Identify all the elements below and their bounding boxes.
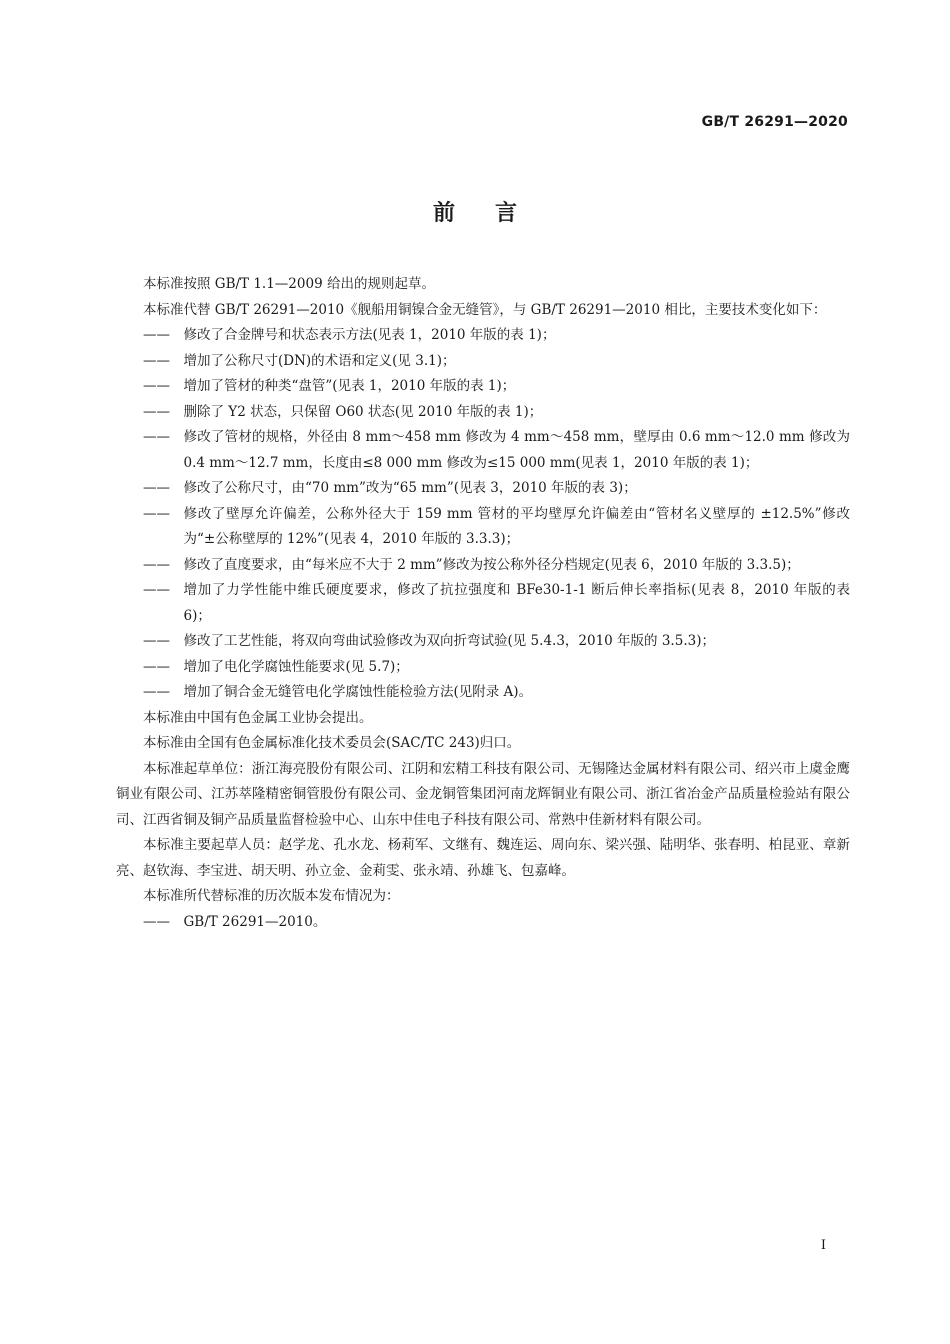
change-item	[116, 400, 850, 426]
change-item-text: 增加了铜合金无缝管电化学腐蚀性能检验方法(见附录 A)。	[183, 684, 533, 700]
dash-marker: ——	[143, 505, 170, 522]
dash-marker: ——	[143, 658, 170, 675]
change-item-text: 修改了合金牌号和状态表示方法(见表 1，2010 年版的表 1)；	[183, 327, 556, 343]
change-item-text: 修改了壁厚允许偏差，公称外径大于 159 mm 管材的平均壁厚允许偏差由“管材名义壁厚的 ±12.5%”修改为“±公称壁厚的 12%”(见表 4，2010 年版的 3.3.3)；	[183, 505, 850, 547]
change-item	[116, 425, 850, 476]
change-item	[116, 629, 850, 655]
dash-marker: ——	[143, 403, 170, 420]
foreword-body	[116, 272, 850, 935]
change-item-text: 修改了公称尺寸，由“70 mm”改为“65 mm”(见表 3，2010 年版的表 3)；	[183, 480, 637, 496]
dash-marker: ——	[143, 633, 170, 649]
change-item-text: 删除了 Y2 状态，只保留 O60 状态(见 2010 年版的表 1)；	[183, 403, 543, 420]
change-item	[116, 578, 850, 629]
change-item	[116, 502, 850, 553]
dash-marker: ——	[143, 684, 170, 700]
dash-marker: ——	[143, 429, 170, 445]
history-item-text: GB/T 26291—2010。	[183, 913, 327, 930]
drafting-units-paragraph: 本标准起草单位：浙江海亮股份有限公司、江阴和宏精工科技有限公司、无锡隆达金属材料有限公司、绍兴市上虞金鹰铜业有限公司、江苏萃隆精密铜管股份有限公司、金龙铜管集团河南龙辉铜业有限公司、浙江省冶金产品质量检验站有限公司、江西省铜及铜产品质量监督检验中心、山东中佳电子科技有限公司、常熟中佳新材料有限公司。	[116, 760, 850, 828]
dash-marker: ——	[143, 352, 170, 369]
change-item	[116, 553, 850, 579]
page-title: 前言	[432, 201, 557, 226]
intro-paragraph: 本标准按照 GB/T 1.1—2009 给出的规则起草。	[143, 276, 435, 292]
closing-paragraph: 本标准由全国有色金属标准化技术委员会(SAC/TC 243)归口。	[143, 735, 521, 751]
closing-paragraph: 本标准由中国有色金属工业协会提出。	[143, 709, 373, 726]
drafters-paragraph: 本标准主要起草人员：赵学龙、孔水龙、杨莉军、文继有、魏连运、周向东、梁兴强、陆明华、张春明、柏昆亚、章新亮、赵钦海、李宝进、胡天明、孙立金、金莉雯、张永靖、孙雄飞、包嘉峰。	[116, 837, 850, 879]
page-number: I	[820, 1238, 826, 1253]
change-item	[116, 374, 850, 400]
history-item	[116, 910, 850, 936]
dash-marker: ——	[143, 327, 170, 343]
change-item-text: 增加了电化学腐蚀性能要求(见 5.7)；	[183, 658, 409, 675]
dash-marker: ——	[143, 582, 170, 598]
change-item-text: 增加了公称尺寸(DN)的术语和定义(见 3.1)；	[183, 352, 456, 369]
history-intro-paragraph: 本标准所代替标准的历次版本发布情况为：	[143, 888, 400, 904]
change-item-text: 修改了管材的规格，外径由 8 mm～458 mm 修改为 4 mm～458 mm，壁厚由 0.6 mm～12.0 mm 修改为 0.4 mm～12.7 mm，长度由≤8 000 mm 修改为≤15 000 mm(见表 1，2010 年版的表 1)；	[183, 429, 850, 471]
dash-marker: ——	[143, 556, 170, 573]
change-item-text: 增加了力学性能中维氏硬度要求，修改了抗拉强度和 BFe30-1-1 断后伸长率指标(见表 8，2010 年版的表 6)；	[183, 582, 850, 624]
intro-paragraph: 本标准代替 GB/T 26291—2010《舰船用铜镍合金无缝管》，与 GB/T 26291—2010 相比，主要技术变化如下：	[143, 301, 827, 318]
change-item	[116, 655, 850, 681]
standard-number: GB/T 26291—2020	[701, 114, 848, 130]
change-item	[116, 349, 850, 375]
change-item-text: 修改了工艺性能，将双向弯曲试验修改为双向折弯试验(见 5.4.3，2010 年版的 3.5.3)；	[183, 633, 715, 649]
change-item-text: 增加了管材的种类“盘管”(见表 1，2010 年版的表 1)；	[183, 378, 516, 394]
change-item	[116, 680, 850, 706]
dash-marker: ——	[143, 378, 170, 394]
dash-marker: ——	[143, 913, 170, 930]
change-item	[116, 476, 850, 502]
dash-marker: ——	[143, 480, 170, 496]
change-item-text: 修改了直度要求，由“每米应不大于 2 mm”修改为按公称外径分档规定(见表 6，2010 年版的 3.3.5)；	[183, 556, 800, 573]
change-item	[116, 323, 850, 349]
